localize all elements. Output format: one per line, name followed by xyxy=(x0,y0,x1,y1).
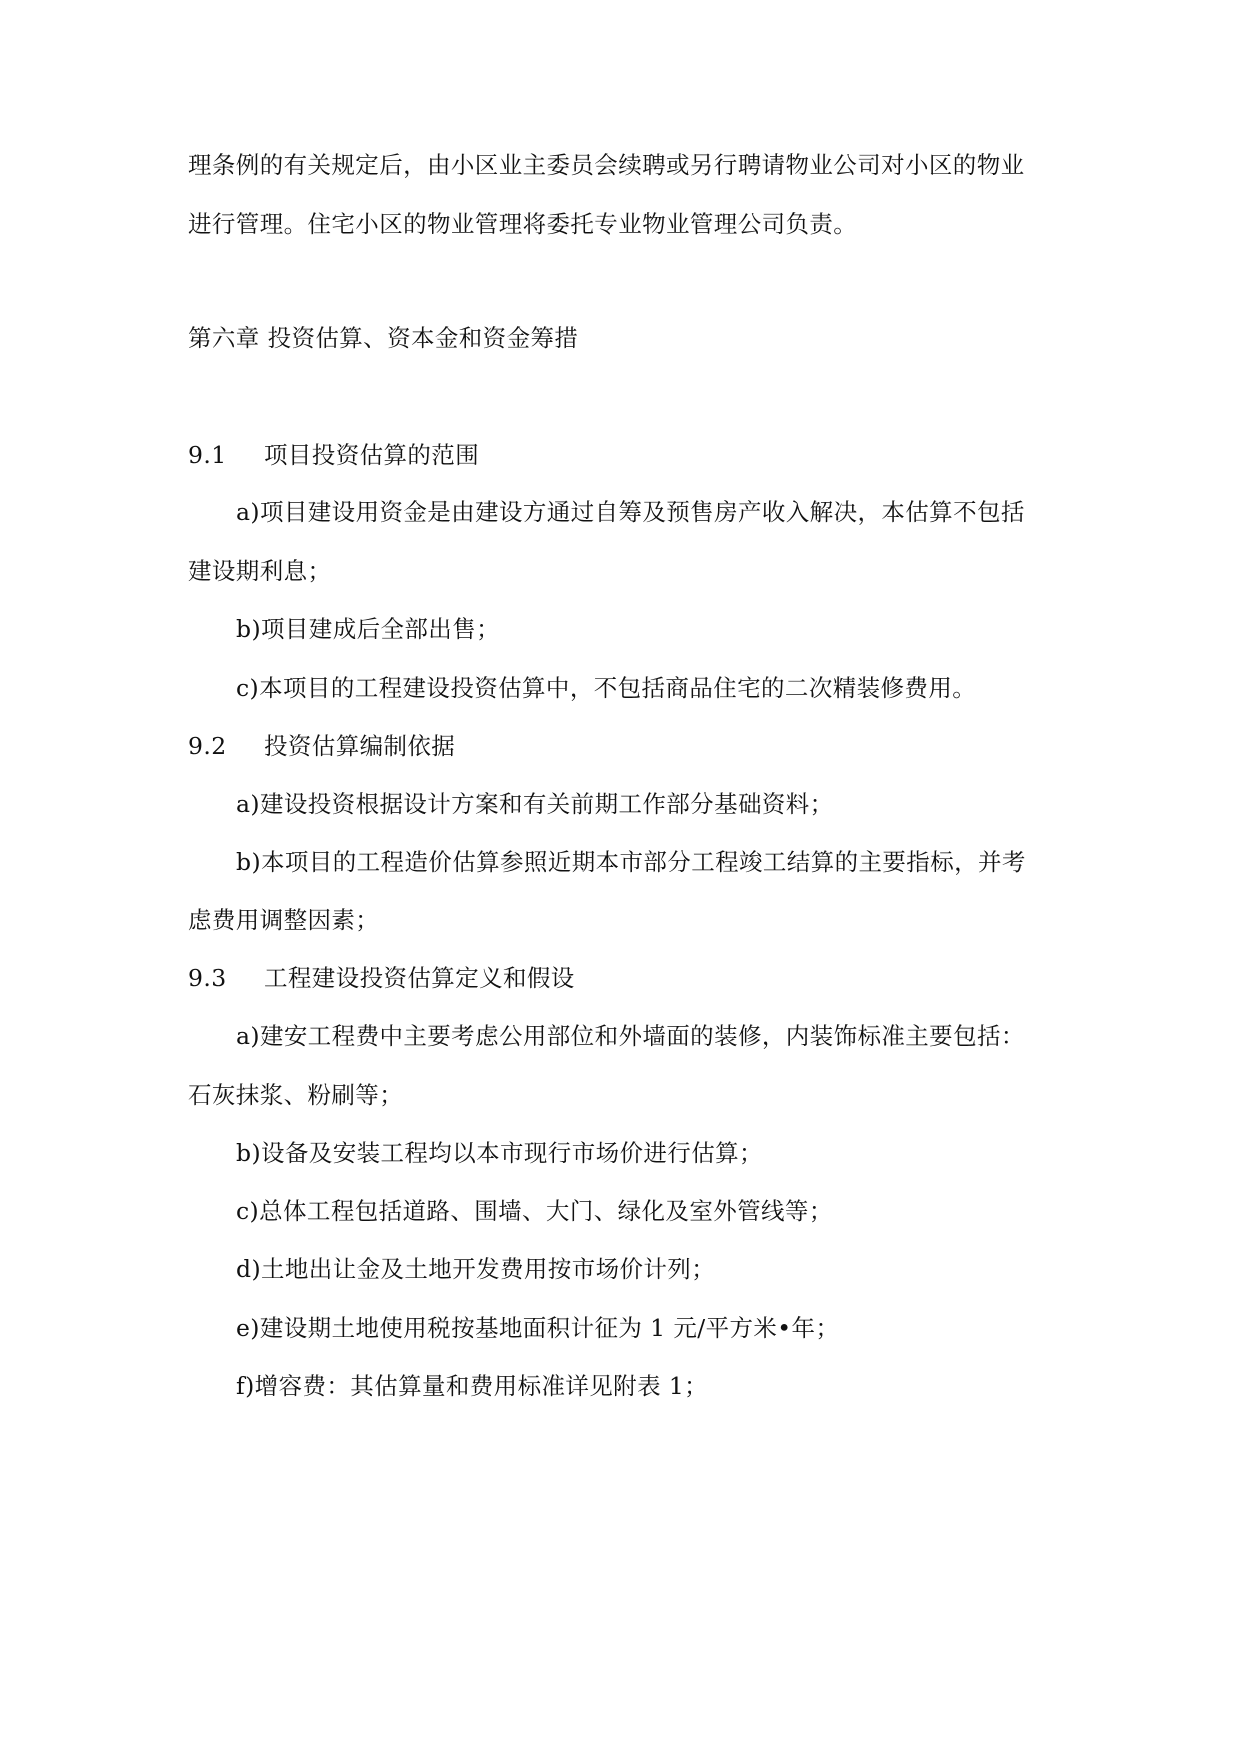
section-9-2-item-b-line-2: 虑费用调整因素； xyxy=(188,906,380,934)
section-title: 项目投资估算的范围 xyxy=(264,441,480,469)
section-9-2-item-a: a)建设投资根据设计方案和有关前期工作部分基础资料； xyxy=(236,790,834,818)
section-9-3-item-b: b)设备及安装工程均以本市现行市场价进行估算； xyxy=(236,1139,763,1167)
section-9-1-item-c: c)本项目的工程建设投资估算中，不包括商品住宅的二次精装修费用。 xyxy=(236,674,977,702)
section-9-1-item-a-line-2: 建设期利息； xyxy=(188,557,332,585)
section-number: 9.1 xyxy=(188,441,227,469)
intro-line-1: 理条例的有关规定后，由小区业主委员会续聘或另行聘请物业公司对小区的物业 xyxy=(188,151,1025,179)
section-heading-9-2 xyxy=(188,731,1068,761)
chapter-heading: 第六章 投资估算、资本金和资金筹措 xyxy=(188,324,579,352)
section-title: 工程建设投资估算定义和假设 xyxy=(264,964,575,992)
section-title: 投资估算编制依据 xyxy=(264,732,456,760)
section-9-3-item-e: e)建设期土地使用税按基地面积计征为 1 元/平方米•年； xyxy=(236,1314,840,1342)
section-9-3-item-d: d)土地出让金及土地开发费用按市场价计列； xyxy=(236,1255,716,1283)
section-9-3-item-f: f)增容费：其估算量和费用标准详见附表 1； xyxy=(236,1372,709,1400)
section-number: 9.2 xyxy=(188,732,227,760)
intro-line-2: 进行管理。住宅小区的物业管理将委托专业物业管理公司负责。 xyxy=(188,210,858,238)
section-heading-9-3 xyxy=(188,963,1068,993)
section-9-3-item-a-line-2: 石灰抹浆、粉刷等； xyxy=(188,1081,404,1109)
section-9-2-item-b-line-1: b)本项目的工程造价估算参照近期本市部分工程竣工结算的主要指标，并考 xyxy=(236,848,1026,876)
section-9-3-item-c: c)总体工程包括道路、围墙、大门、绿化及室外管线等； xyxy=(236,1197,833,1225)
section-9-1-item-a-line-1: a)项目建设用资金是由建设方通过自筹及预售房产收入解决，本估算不包括 xyxy=(236,498,1025,526)
section-9-3-item-a-line-1: a)建安工程费中主要考虑公用部位和外墙面的装修，内装饰标准主要包括： xyxy=(236,1022,1025,1050)
section-number: 9.3 xyxy=(188,964,227,992)
section-9-1-item-b: b)项目建成后全部出售； xyxy=(236,615,501,643)
section-heading-9-1 xyxy=(188,440,1068,470)
